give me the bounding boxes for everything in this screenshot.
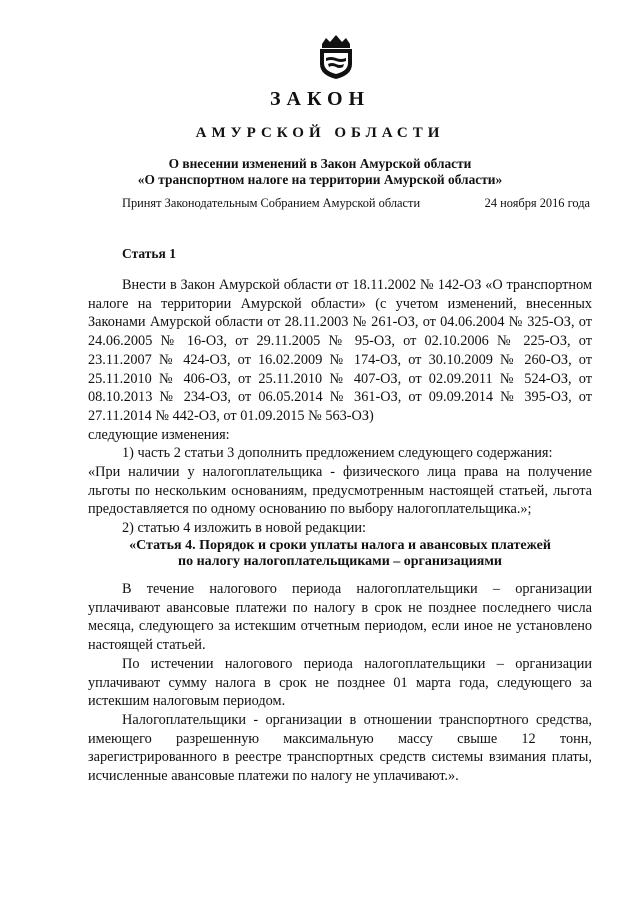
adopted-by: Принят Законодательным Собранием Амурской области bbox=[122, 196, 421, 210]
law-title-line1: О внесении изменений в Закон Амурской области bbox=[168, 156, 472, 171]
new-article-heading bbox=[88, 538, 592, 570]
item-1-text: «При наличии у налогоплательщика - физического лица права на получение льготы по нескольким основаниям, предусмотренным настоящей статьей, льгота предоставляется по одному основанию по выбору налогоплательщика.»; bbox=[88, 464, 592, 518]
article-intro: Внести в Закон Амурской области от 18.11.2002 № 142-ОЗ «О транспортном налоге на территории Амурской области» (с учетом изменений, внесенных Законами Амурской области от 28.11.2003 № 261-ОЗ, от 04.06.2004 № 325-ОЗ, от 24.06.2005 № 16-ОЗ, от 29.11.2005 № 95-ОЗ, от 02.10.2006 № 225-ОЗ, от 23.11.2007 № 424-ОЗ, от 16.02.2009 № 174-ОЗ, от 30.10.2009 № 260-ОЗ, от 25.11.2010 № 406-ОЗ, от 25.11.2010 № 407-ОЗ, от 02.09.2011 № 524-ОЗ, от 08.10.2013 № 234-ОЗ, от 06.05.2014 № 361-ОЗ, от 09.09.2014 № 395-ОЗ, от 27.11.2014 № 442-ОЗ, от 01.09.2015 № 563-ОЗ) bbox=[88, 277, 592, 424]
paragraph-2: По истечении налогового периода налогоплательщики – организации уплачивают сумму налога в срок не позднее 01 марта года, следующего за истекшим налоговым периодом. bbox=[88, 655, 592, 710]
law-title-line2: «О транспортном налоге на территории Амурской области» bbox=[137, 172, 503, 187]
adoption-line bbox=[122, 196, 590, 211]
new-article-heading-line2: по налогу налогоплательщиками – организациями bbox=[178, 553, 502, 569]
new-article-body bbox=[88, 580, 592, 786]
law-title bbox=[90, 156, 550, 188]
article-body bbox=[88, 276, 592, 570]
new-article-heading-line1: «Статья 4. Порядок и сроки уплаты налога и авансовых платежей bbox=[129, 537, 551, 553]
law-heading: ЗАКОН bbox=[269, 88, 371, 110]
item-2: 2) статью 4 изложить в новой редакции: bbox=[122, 520, 367, 537]
article-heading: Статья 1 bbox=[122, 246, 176, 261]
paragraph-1: В течение налогового периода налогоплательщики – организации уплачивают авансовые платежи по налогу в срок не позднее последнего числа месяца, следующего за истекшим отчетным периодом, если иное не установлено настоящей статьей. bbox=[88, 581, 592, 654]
item-1: 1) часть 2 статьи 3 дополнить предложением следующего содержания: bbox=[122, 445, 553, 462]
adopted-date: 24 ноября 2016 года bbox=[484, 196, 590, 210]
paragraph-3: Налогоплательщики - организации в отношении транспортного средства, имеющего разрешенную максимальную массу свыше 12 тонн, зарегистрированного в реестре транспортных средств системы взимания платы, исчисленные авансовые платежи по налогу не уплачивают.». bbox=[88, 711, 592, 785]
coat-of-arms-icon bbox=[314, 30, 358, 80]
article-intro-tail: следующие изменения: bbox=[88, 426, 230, 443]
region-heading: АМУРСКОЙ ОБЛАСТИ bbox=[195, 125, 445, 141]
